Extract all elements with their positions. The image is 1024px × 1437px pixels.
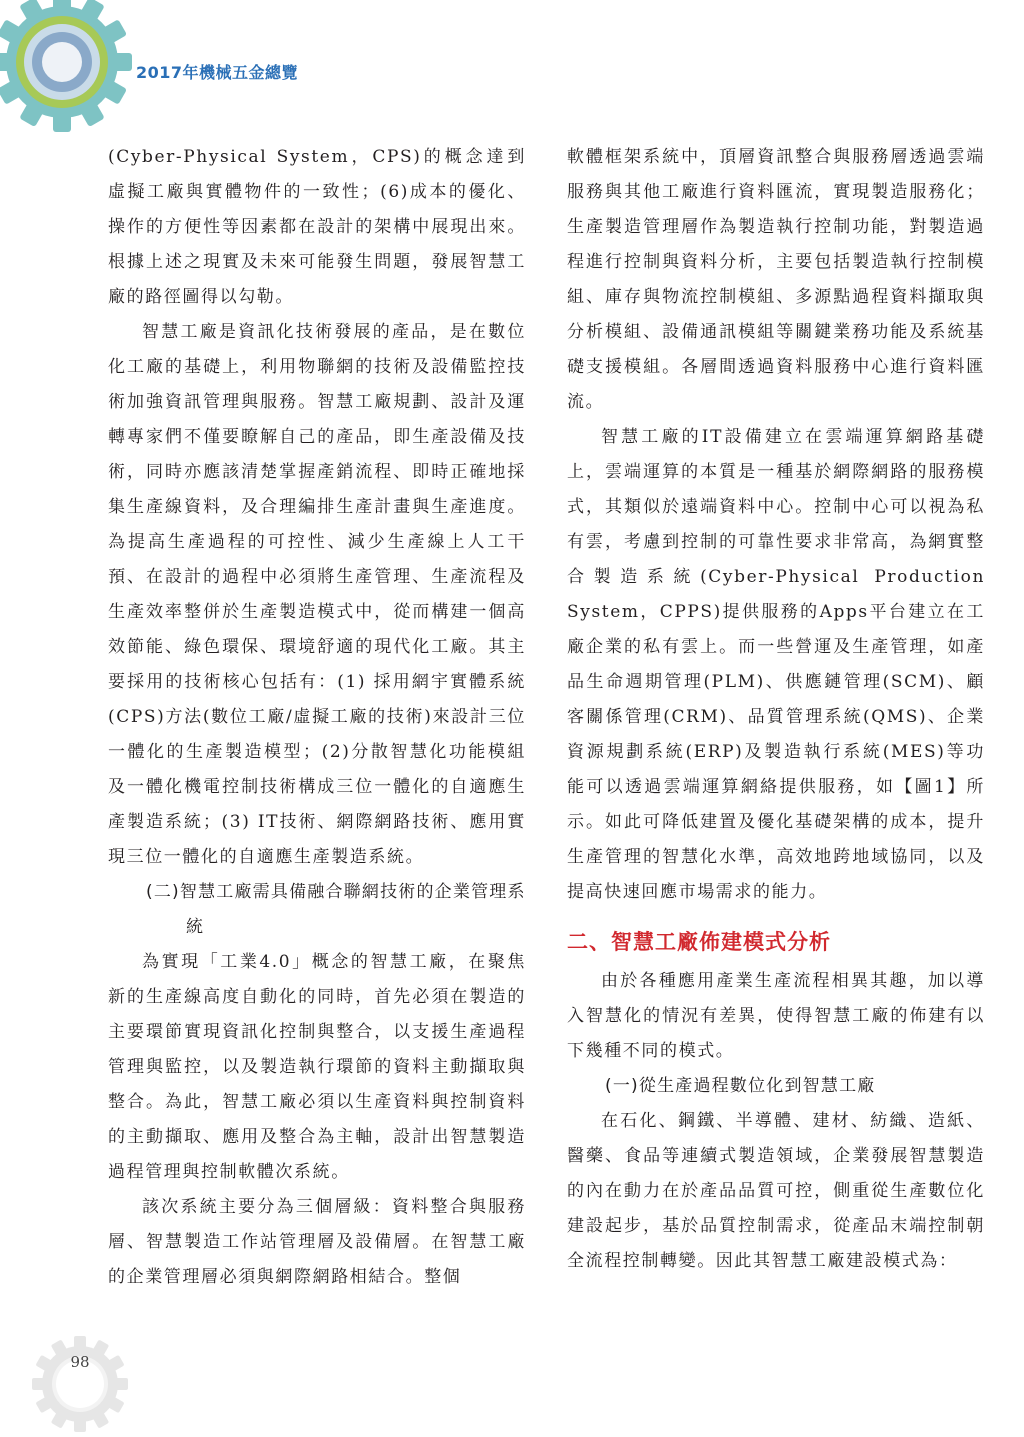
right-paragraph-3: 由於各種應用產業生產流程相異其趣，加以導入智慧化的情況有差異，使得智慧工廠的佈建有以下幾種不同的模式。	[567, 971, 985, 1061]
left-paragraph-3: 為實現「工業4.0」概念的智慧工廠，在聚焦新的生產線高度自動化的同時，首先必須在製造的主要環節實現資訊化控制與整合，以支援生產過程管理與監控，以及製造執行環節的資料主動擷取與整合。為此，智慧工廠必須以生產資料與控制資料的主動擷取、應用及整合為主軸，設計出智慧製造過程管理與控制軟體次系統。	[108, 952, 526, 1182]
right-paragraph-4: 在石化、鋼鐵、半導體、建材、紡織、造紙、醫藥、食品等連續式製造領域，企業發展智慧製造的內在動力在於產品品質可控，側重從生產數位化建設起步，基於品質控制需求，從產品末端控制朝全流程控制轉變。因此其智慧工廠建設模式為：	[567, 1111, 985, 1271]
gear-icon	[0, 0, 134, 134]
page-number: 98	[70, 1353, 90, 1371]
page-header-title: 2017年機械五金總覽	[136, 63, 299, 82]
right-column	[567, 140, 985, 1279]
section-heading: 二、智慧工廠佈建模式分析	[567, 930, 831, 954]
left-column	[108, 140, 526, 1295]
right-paragraph-1: 軟體框架系統中，頂層資訊整合與服務層透過雲端服務與其他工廠進行資料匯流，實現製造服務化；生產製造管理層作為製造執行控制功能，對製造過程進行控制與資料分析，主要包括製造執行控制模組、庫存與物流控制模組、多源點過程資料擷取與分析模組、設備通訊模組等關鍵業務功能及系統基礎支援模組。各層間透過資料服務中心進行資料匯流。	[567, 147, 985, 412]
right-subheading: (一)從生產過程數位化到智慧工廠	[605, 1076, 876, 1096]
left-subheading: (二)智慧工廠需具備融合聯網技術的企業管理系統	[146, 882, 526, 937]
gear-icon	[30, 1334, 130, 1434]
left-paragraph-4: 該次系統主要分為三個層級：資料整合與服務層、智慧製造工作站管理層及設備層。在智慧工廠的企業管理層必須與網際網路相結合。整個	[108, 1197, 526, 1287]
right-paragraph-2: 智慧工廠的IT設備建立在雲端運算網路基礎上，雲端運算的本質是一種基於網際網路的服務模式，其類似於遠端資料中心。控制中心可以視為私有雲，考慮到控制的可靠性要求非常高，為網實整合製造系統(Cyber-Physical Production System，CPPS)提供服務的Apps平台建立在工廠企業的私有雲上。而一些營運及生產管理，如產品生命週期管理(PLM)、供應鏈管理(SCM)、顧客關係管理(CRM)、品質管理系統(QMS)、企業資源規劃系統(ERP)及製造執行系統(MES)等功能可以透過雲端運算網絡提供服務，如【圖1】所示。如此可降低建置及優化基礎架構的成本，提升生產管理的智慧化水準，高效地跨地域協同，以及提高快速回應市場需求的能力。	[567, 427, 985, 902]
left-paragraph-2: 智慧工廠是資訊化技術發展的產品，是在數位化工廠的基礎上，利用物聯網的技術及設備監控技術加強資訊管理與服務。智慧工廠規劃、設計及運轉專家們不僅要瞭解自己的產品，即生產設備及技術，同時亦應該清楚掌握產銷流程、即時正確地採集生產線資料，及合理編排生產計畫與生產進度。為提高生產過程的可控性、減少生產線上人工干預、在設計的過程中必須將生產管理、生產流程及生產效率整併於生產製造模式中，從而構建一個高效節能、綠色環保、環境舒適的現代化工廠。其主要採用的技術核心包括有：(1) 採用網宇實體系統(CPS)方法(數位工廠/虛擬工廠的技術)來設計三位一體化的生產製造模型；(2)分散智慧化功能模組及一體化機電控制技術構成三位一體化的自適應生產製造系統；(3) IT技術、網際網路技術、應用實現三位一體化的自適應生產製造系統。	[108, 322, 526, 867]
left-paragraph-1: (Cyber-Physical System，CPS)的概念達到虛擬工廠與實體物件的一致性；(6)成本的優化、操作的方便性等因素都在設計的架構中展現出來。根據上述之現實及未來可能發生問題，發展智慧工廠的路徑圖得以勾勒。	[108, 147, 526, 307]
